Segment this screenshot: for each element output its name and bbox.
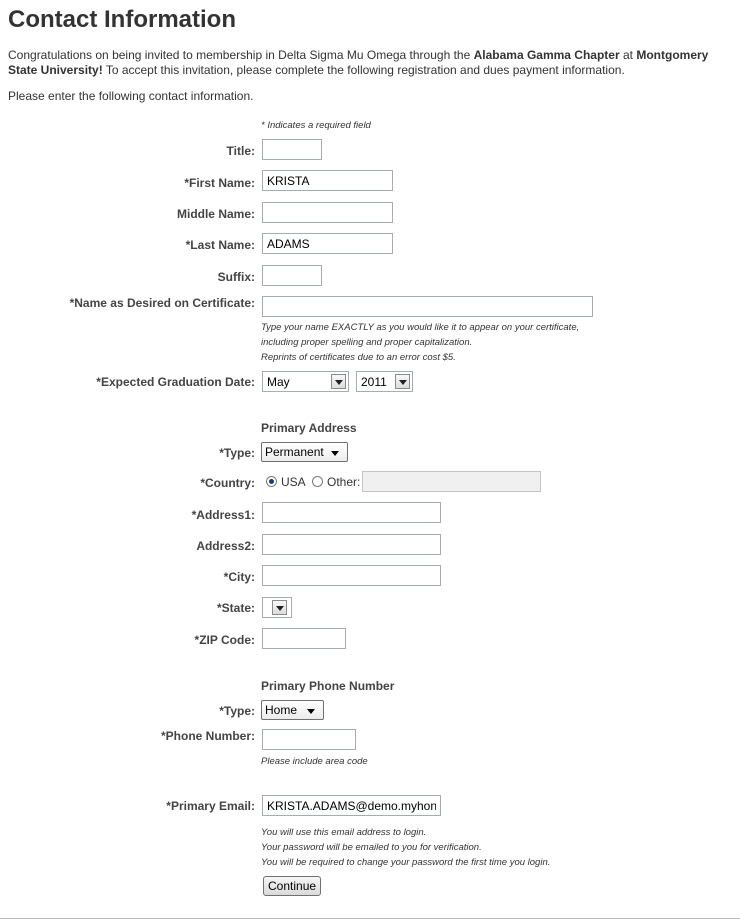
phone-note: Please include area code	[261, 756, 368, 767]
last-name-label: *Last Name:	[185, 238, 255, 252]
address2-label: Address2:	[196, 539, 255, 553]
first-name-input[interactable]	[262, 170, 393, 191]
country-other-radio[interactable]	[312, 476, 323, 487]
intro-part: To accept this invitation, please complete the following registration and dues payment information.	[102, 63, 625, 77]
phone-number-label: *Phone Number:	[160, 729, 255, 743]
graduation-year-value: 2011	[361, 375, 387, 389]
country-usa-radio[interactable]	[266, 476, 277, 487]
graduation-month-value: May	[267, 375, 290, 389]
chevron-down-icon	[307, 709, 315, 714]
city-input[interactable]	[262, 565, 441, 586]
university-name: Montgomery State University!	[8, 48, 709, 77]
email-note-line: You will use this email address to login.	[261, 827, 427, 838]
address-type-select[interactable]	[261, 442, 348, 462]
address-type-value: Permanent	[265, 445, 324, 459]
address2-input[interactable]	[262, 534, 441, 555]
chevron-down-icon	[331, 451, 339, 456]
intro-part: at	[619, 48, 637, 62]
instructions-text: Please enter the following contact information.	[8, 89, 254, 103]
chevron-down-icon	[331, 374, 346, 389]
chapter-name: Alabama Gamma Chapter	[473, 48, 620, 62]
continue-button[interactable]: Continue	[263, 876, 321, 896]
primary-email-label: *Primary Email:	[166, 799, 255, 813]
address-type-label: *Type:	[219, 446, 255, 460]
email-note-line: You will be required to change your password the first time you login.	[261, 857, 551, 868]
graduation-year-select[interactable]	[356, 371, 413, 392]
intro-part: Congratulations on being invited to membership in Delta Sigma Mu Omega through the	[8, 48, 474, 62]
zip-label: *ZIP Code:	[194, 633, 255, 647]
graduation-month-select[interactable]	[262, 371, 349, 392]
page-title: Contact Information	[8, 6, 236, 33]
country-other-label: Other:	[327, 475, 361, 489]
primary-address-heading: Primary Address	[261, 421, 357, 435]
city-label: *City:	[223, 570, 255, 584]
middle-name-label: Middle Name:	[176, 207, 255, 221]
certificate-note-line: including proper spelling and proper capitalization.	[261, 337, 473, 348]
phone-type-select[interactable]	[261, 700, 324, 720]
required-field-note: * Indicates a required field	[261, 120, 371, 131]
state-label: *State:	[216, 601, 255, 615]
zip-input[interactable]	[262, 628, 346, 649]
chevron-down-icon	[272, 600, 287, 615]
primary-phone-heading: Primary Phone Number	[261, 679, 395, 693]
graduation-date-label: *Expected Graduation Date:	[96, 375, 255, 389]
suffix-input[interactable]	[262, 265, 322, 286]
phone-type-label: *Type:	[219, 704, 255, 718]
last-name-input[interactable]	[262, 233, 393, 254]
phone-number-input[interactable]	[262, 729, 356, 750]
suffix-label: Suffix:	[217, 270, 255, 284]
country-other-input[interactable]	[362, 471, 541, 492]
first-name-label: *First Name:	[184, 176, 255, 190]
title-input[interactable]	[262, 139, 322, 160]
title-label: Title:	[226, 144, 255, 158]
footer-divider	[0, 918, 740, 919]
country-usa-label: USA	[281, 475, 306, 489]
certificate-note-line: Type your name EXACTLY as you would like it to appear on your certificate,	[261, 322, 580, 333]
primary-email-input[interactable]	[262, 795, 441, 816]
certificate-name-label: *Name as Desired on Certificate:	[69, 296, 255, 310]
country-label: *Country:	[200, 476, 255, 490]
intro-text	[8, 48, 733, 78]
state-select[interactable]	[262, 597, 292, 618]
certificate-name-input[interactable]	[262, 296, 593, 317]
middle-name-input[interactable]	[262, 202, 393, 223]
phone-type-value: Home	[265, 703, 298, 717]
email-note-line: Your password will be emailed to you for verification.	[261, 842, 482, 853]
chevron-down-icon	[395, 374, 410, 389]
certificate-note-line: Reprints of certificates due to an error cost $5.	[261, 352, 456, 363]
address1-label: *Address1:	[191, 508, 255, 522]
address1-input[interactable]	[262, 502, 441, 523]
